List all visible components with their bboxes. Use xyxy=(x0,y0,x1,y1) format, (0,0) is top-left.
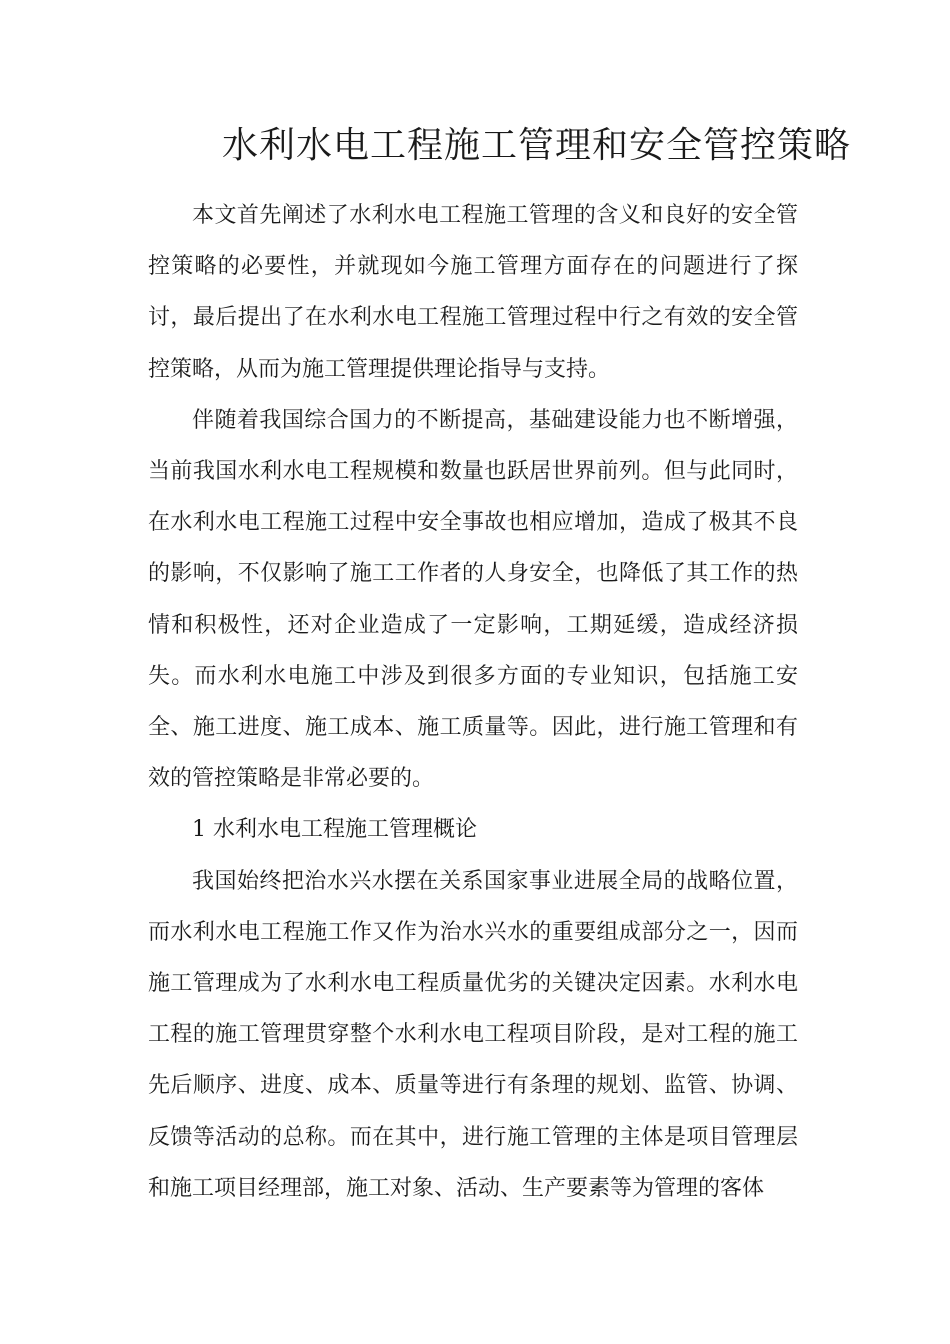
document-body xyxy=(148,190,798,1214)
document-title: 水利水电工程施工管理和安全管控策略 xyxy=(222,125,852,166)
section-heading: 1 水利水电工程施工管理概论 xyxy=(192,817,477,843)
paragraph-section-1: 我国始终把治水兴水摆在关系国家事业进展全局的战略位置，而水利水电工程施工作又作为治水兴水的重要组成部分之一，因而施工管理成为了水利水电工程质量优劣的关键决定因素。水利水电工程的施工管理贯穿整个水利水电工程项目阶段，是对工程的施工先后顺序、进度、成本、质量等进行有条理的规划、监管、协调、反馈等活动的总称。而在其中，进行施工管理的主体是项目管理层和施工项目经理部，施工对象、活动、生产要素等为管理的客体 xyxy=(148,868,798,1201)
paragraph-introduction: 伴随着我国综合国力的不断提高，基础建设能力也不断增强，当前我国水利水电工程规模和数量也跃居世界前列。但与此同时，在水利水电工程施工过程中安全事故也相应增加，造成了极其不良的影响，不仅影响了施工工作者的人身安全，也降低了其工作的热情和积极性，还对企业造成了一定影响，工期延缓，造成经济损失。而水利水电施工中涉及到很多方面的专业知识，包括施工安全、施工进度、施工成本、施工质量等。因此，进行施工管理和有效的管控策略是非常必要的。 xyxy=(148,407,798,792)
paragraph-abstract: 本文首先阐述了水利水电工程施工管理的含义和良好的安全管控策略的必要性，并就现如今施工管理方面存在的问题进行了探讨，最后提出了在水利水电工程施工管理过程中行之有效的安全管控策略，从而为施工管理提供理论指导与支持。 xyxy=(148,203,798,382)
